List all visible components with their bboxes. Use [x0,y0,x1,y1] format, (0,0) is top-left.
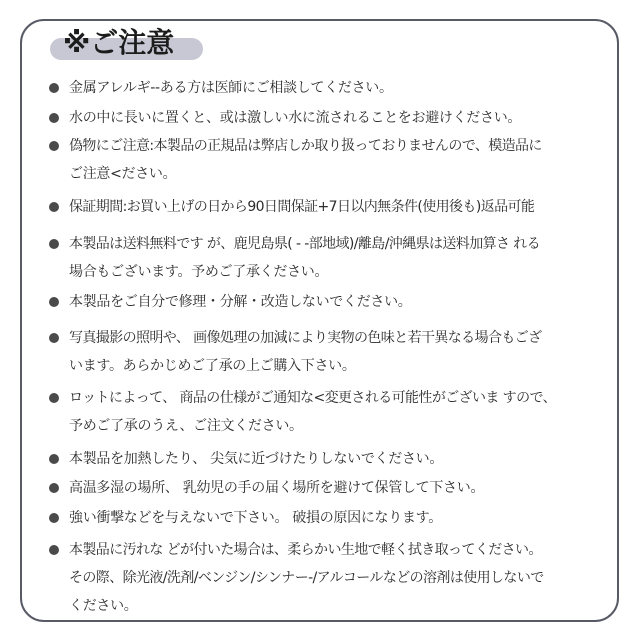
notice-item [49,288,412,316]
bullet-icon [49,513,59,523]
notice-line: 本製品を加熱したり、 尖気に近づけたりしないでください。 [69,451,444,467]
notice-line: 高温多湿の場所、 乳幼児の手の届く場所を避けて保管して下さい。 [69,480,485,496]
notice-line: 偽物にご注意:本製品の正規品は弊店しか取り扱っておりませんので、模造品に [69,138,542,154]
notice-line: 強い衝撃などを与えないで下さい。 破損の原因になります。 [69,510,442,526]
notice-line: ロットによって、 商品の仕様がご通知な<変更される可能性がございま すので、 [69,390,556,406]
notice-item [49,504,442,532]
notice-line: 金属アレルギ--ある方は医師にご相談してください。 [69,80,393,96]
notice-item [49,74,393,102]
bullet-icon [49,393,59,403]
bullet-icon [49,454,59,464]
notice-line: 本製品に汚れな どが付いた場合は、柔らかい生地で軽く拭き取ってください。 [69,542,542,558]
bullet-icon [49,83,59,93]
notice-item [49,324,542,380]
bullet-icon [49,202,59,212]
notice-line: 予めご了承のうえ、ご注文ください。 [69,418,303,434]
bullet-icon [49,333,59,343]
page-title: ※ご注意 [63,26,175,59]
bullet-icon [49,545,59,555]
bullet-icon [49,483,59,493]
bullet-icon [49,141,59,151]
notice-line: 水の中に長いに置くと、或は激しい水に流されることをお避けください。 [69,110,522,126]
bullet-icon [49,239,59,249]
notice-line: 写真撮影の照明や、 画像処理の加減により実物の色味と若干異なる場合もござ [69,330,542,346]
notice-line: その際、除光液/洗剤/ベンジン/シンナー-/アルコールなどの溶剤は使用しないで [69,570,544,586]
notice-line: ください。 [69,598,138,614]
bullet-icon [49,297,59,307]
notice-item [49,193,535,221]
bullet-icon [49,113,59,123]
notice-item [49,132,542,188]
notice-item [49,104,522,132]
notice-item [49,536,544,620]
notice-line: 保証期間:お買い上げの日から90日間保証+7日以内無条件(使用後も)返品可能 [69,199,535,215]
notice-line: ご注意<ださい。 [69,166,177,182]
notice-line: 本製品は送料無料です が、鹿児島県( - -部地域)/離島/沖縄県は送料加算さ れる [69,236,541,252]
notice-item [49,474,485,502]
notice-item [49,230,541,286]
notice-line: 本製品をご自分で修理・分解・改造しないでください。 [69,294,412,310]
notice-line: 場合もございます。予めご了承ください。 [69,264,329,280]
notice-line: います。あらかじめご了承の上ご購入下さい。 [69,358,356,374]
notice-item [49,445,444,473]
title-badge [50,26,203,60]
notice-item [49,384,556,440]
